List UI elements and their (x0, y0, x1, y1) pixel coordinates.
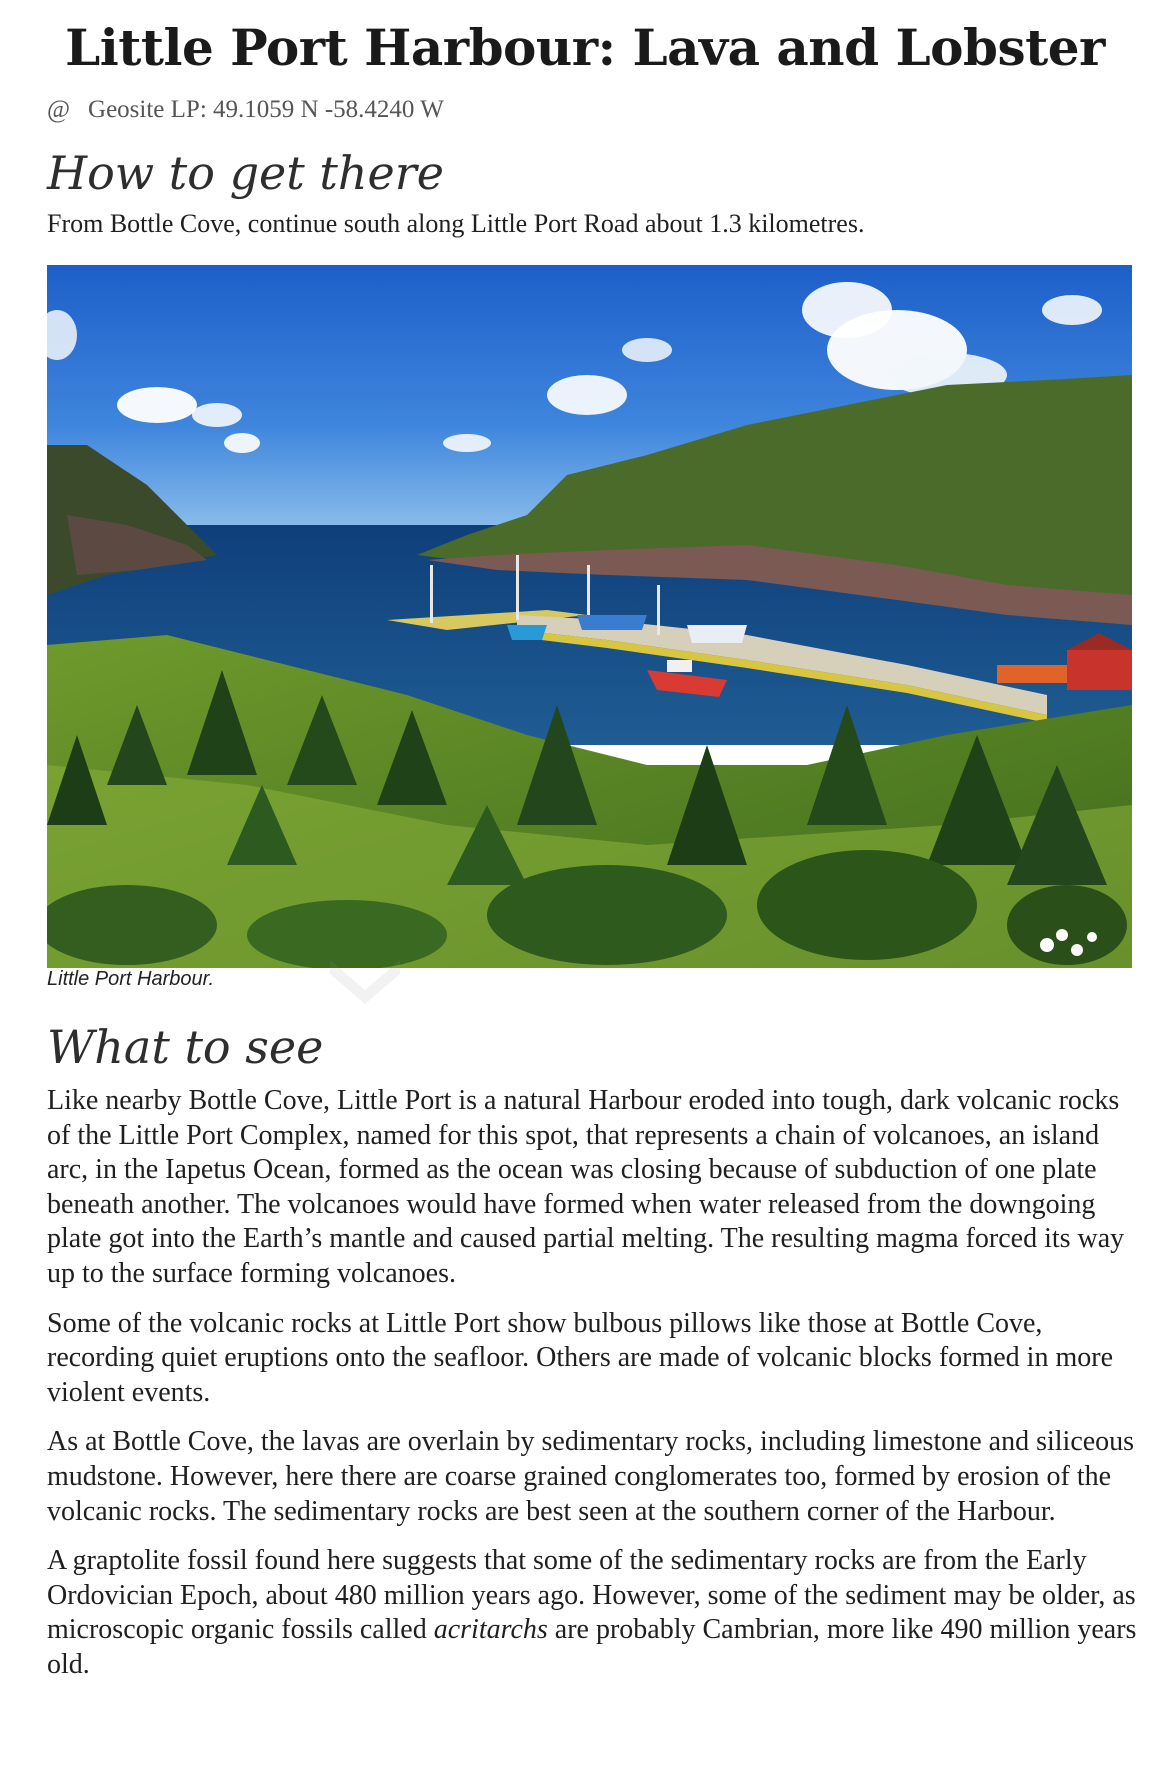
at-icon: @ (47, 96, 71, 123)
page-title: Little Port Harbour: Lava and Lobster (65, 18, 1105, 77)
photo-caption: Little Port Harbour. (47, 968, 215, 990)
paragraph: Some of the volcanic rocks at Little Port show bulbous pillows like those at Bottle Cove, recording quiet eruptions onto the seafloor. Others are made of volcanic blocks formed in more violent events. (47, 1307, 1113, 1408)
paragraph: As at Bottle Cove, the lavas are overlain by sedimentary rocks, including limestone and siliceous mudstone. However, here there are coarse grained conglomerates too, formed by erosion of the volcanic rocks. The sedimentary rocks are best seen at the southern corner of the Harbour. (47, 1426, 1135, 1527)
watermark-chevron-icon (330, 960, 400, 1010)
paragraph-text: are probably Cambrian, more like 490 million years old. (47, 1614, 1137, 1680)
paragraph: Like nearby Bottle Cove, Little Port is a natural Harbour eroded into tough, dark volcanic rocks of the Little Port Complex, named for this spot, that represents a chain of volcanoes, an island arc, in the Iapetus Ocean, formed as the ocean was closing because of subduction of one plate beneath another. The volcanoes would have formed when water released from the downgoing plate got into the Earth’s mantle and caused partial melting. The resulting magma forced its way up to the surface forming volcanoes. (47, 1085, 1125, 1289)
body-text (47, 1084, 1137, 1698)
geosite-coordinates (47, 96, 444, 124)
what-to-see-heading: What to see (47, 1020, 324, 1074)
paragraph-text: A graptolite fossil found here suggests that some of the sedimentary rocks are from the Early Ordovician Epoch, about 480 million years ago. However, some of the sediment may be older, as microscopic organic fossils called (47, 1545, 1136, 1646)
geosite-text: Geosite LP: 49.1059 N -58.4240 W (88, 96, 444, 123)
acritarchs-term: acritarchs (433, 1614, 548, 1646)
directions-text: From Bottle Cove, continue south along Little Port Road about 1.3 kilometres. (47, 209, 865, 238)
how-to-get-there-heading: How to get there (47, 146, 444, 200)
paragraph (47, 1544, 1137, 1682)
harbour-photo (47, 265, 1132, 968)
